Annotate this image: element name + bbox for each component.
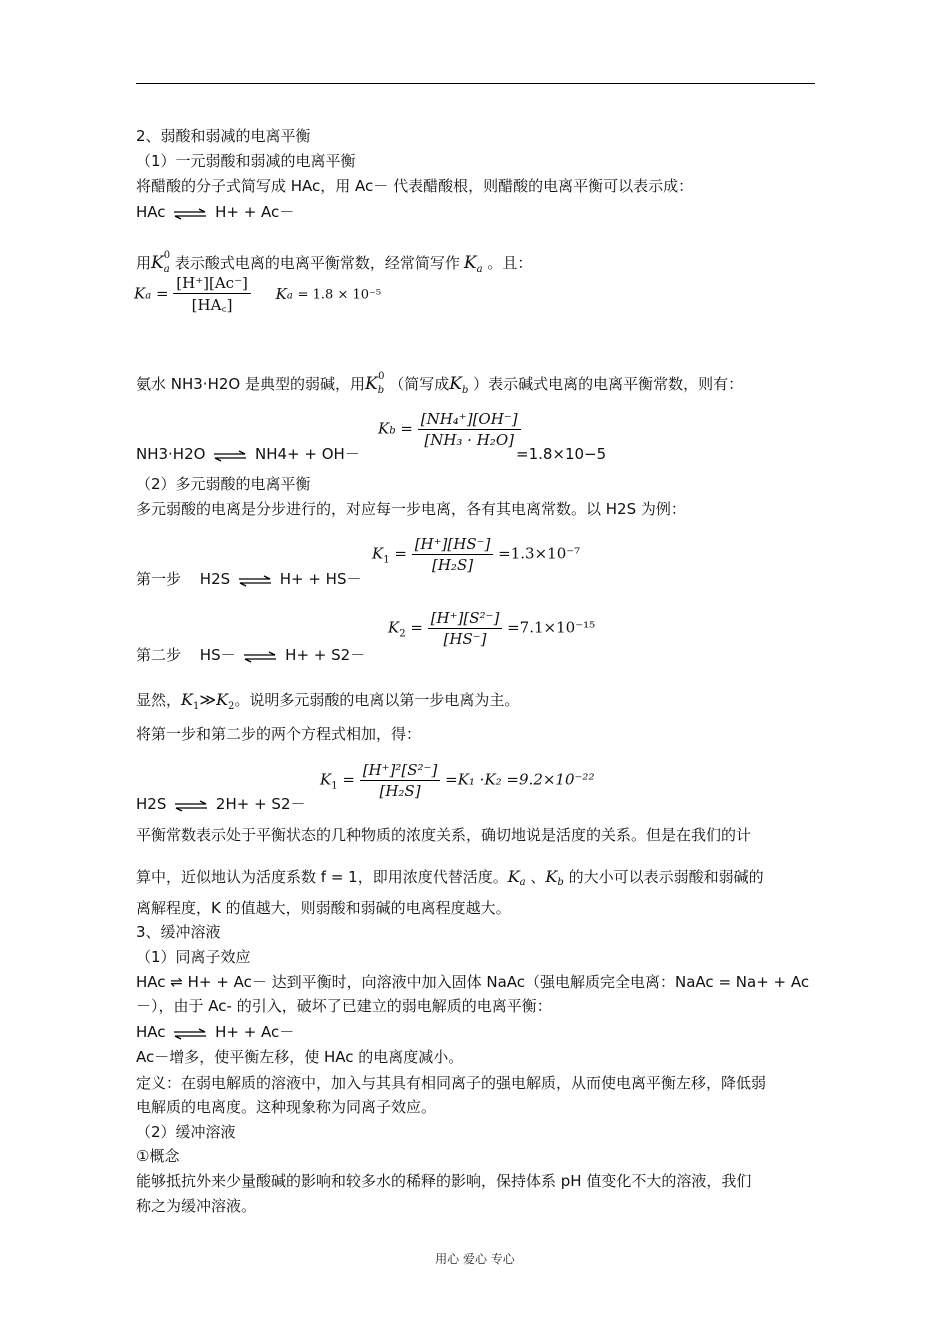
- equilibrium-arrow-icon: [174, 800, 208, 812]
- paragraph: Ac－增多，使平衡左移，使 HAc 的电离度减小。: [136, 1048, 464, 1066]
- equation-line: H2S 2H+ + S2－: [136, 795, 306, 813]
- section-heading: 2、弱酸和弱减的电离平衡: [136, 127, 311, 145]
- paragraph: 用$K_a^0$ 表示酸式电离的电离平衡常数，经常简写作 $K_a$ 。且：: [136, 250, 533, 275]
- section-heading: 3、缓冲溶液: [136, 923, 221, 941]
- ka-formula: Ka = $\frac{[H^+][Ac^-]}{[HA꜀]}$ Ka = 1.8 × 10⁻⁵: [134, 274, 382, 314]
- paragraph: －），由于 Ac- 的引入，破坏了已建立的弱电解质的电离平衡：: [136, 997, 552, 1015]
- subsection-heading: （1）同离子效应: [136, 948, 251, 966]
- k2-formula: $K_2$ = $\frac{\text{[H⁺][S²⁻]}}{[HS^-]}$ =7.1×10⁻¹⁵: [388, 609, 596, 648]
- equilibrium-arrow-icon: [173, 208, 207, 220]
- k-total-formula: $K_1$ = $\frac{\text{[H⁺]²[S²⁻]}}{\text{[H₂S]}}$ =K₁ ·K₂ =9.2×10⁻²²: [320, 761, 595, 800]
- equilibrium-arrow-icon: [173, 1028, 207, 1040]
- page-footer: 用心 爱心 专心: [435, 1252, 515, 1266]
- paragraph: 将醋酸的分子式简写成 HAc，用 Ac－ 代表醋酸根，则醋酸的电离平衡可以表示成：: [136, 177, 694, 195]
- equation-line: HAc H+ + Ac－: [136, 1023, 295, 1041]
- paragraph: 能够抵抗外来少量酸碱的影响和较多水的稀释的影响，保持体系 pH 值变化不大的溶液，我们: [136, 1172, 752, 1190]
- equilibrium-arrow-icon: [213, 450, 247, 462]
- subsection-heading: ①概念: [136, 1147, 180, 1165]
- paragraph: 电解质的电离度。这种现象称为同离子效应。: [136, 1098, 437, 1116]
- paragraph: HAc ⇌ H+ + Ac－ 达到平衡时，向溶液中加入固体 NaAc（强电解质完全电离：NaAc = Na+ + Ac: [136, 973, 810, 991]
- kb-formula: Kb = $\frac{\text{[NH₄⁺][OH⁻]}}{\text{[NH₃ · H₂O]}}$: [378, 410, 521, 449]
- paragraph: 将第一步和第二步的两个方程式相加，得：: [136, 725, 422, 743]
- subsection-heading: （2）缓冲溶液: [136, 1123, 236, 1141]
- paragraph: 离解程度，K 的值越大，则弱酸和弱碱的电离程度越大。: [136, 899, 511, 917]
- equilibrium-arrow-icon: [243, 651, 277, 663]
- paragraph: 平衡常数表示处于平衡状态的几种物质的浓度关系，确切地说是活度的关系。但是在我们的计: [136, 826, 752, 844]
- paragraph: 称之为缓冲溶液。: [136, 1197, 257, 1215]
- equation-line: 第二步 HS－ H+ + S2－: [136, 646, 366, 664]
- equation-line: NH3·H2O NH4+ + OH－: [136, 445, 360, 463]
- k1-formula: $K_1$ = $\frac{[H^+][HS^-]}{\text{[H₂S]}}$ =1.3×10⁻⁷: [372, 535, 581, 574]
- equilibrium-arrow-icon: [238, 575, 272, 587]
- kb-value: =1.8×10−5: [516, 445, 607, 463]
- equation-line: 第一步 H2S H+ + HS－: [136, 570, 362, 588]
- paragraph: 算中，近似地认为活度系数 f = 1，即用浓度代替活度。$K_a$ 、$K_b$ 的大小可以表示弱酸和弱碱的: [136, 867, 764, 888]
- header-rule: [136, 83, 815, 84]
- equation-line: HAc H+ + Ac－: [136, 203, 295, 221]
- subsection-heading: （1）一元弱酸和弱减的电离平衡: [136, 152, 356, 170]
- paragraph: 多元弱酸的电离是分步进行的，对应每一步电离，各有其电离常数。以 H2S 为例：: [136, 500, 686, 518]
- paragraph: 显然，$K_1≫K_2$。说明多元弱酸的电离以第一步电离为主。: [136, 690, 520, 712]
- paragraph: 定义：在弱电解质的溶液中，加入与其具有相同离子的强电解质，从而使电离平衡左移，降低弱: [136, 1074, 767, 1092]
- paragraph: 氨水 NH3·H2O 是典型的弱碱，用$K_b^0$ （简写成$K_b$ ）表示碱式电离的电离平衡常数，则有：: [136, 371, 744, 396]
- subsection-heading: （2）多元弱酸的电离平衡: [136, 475, 311, 493]
